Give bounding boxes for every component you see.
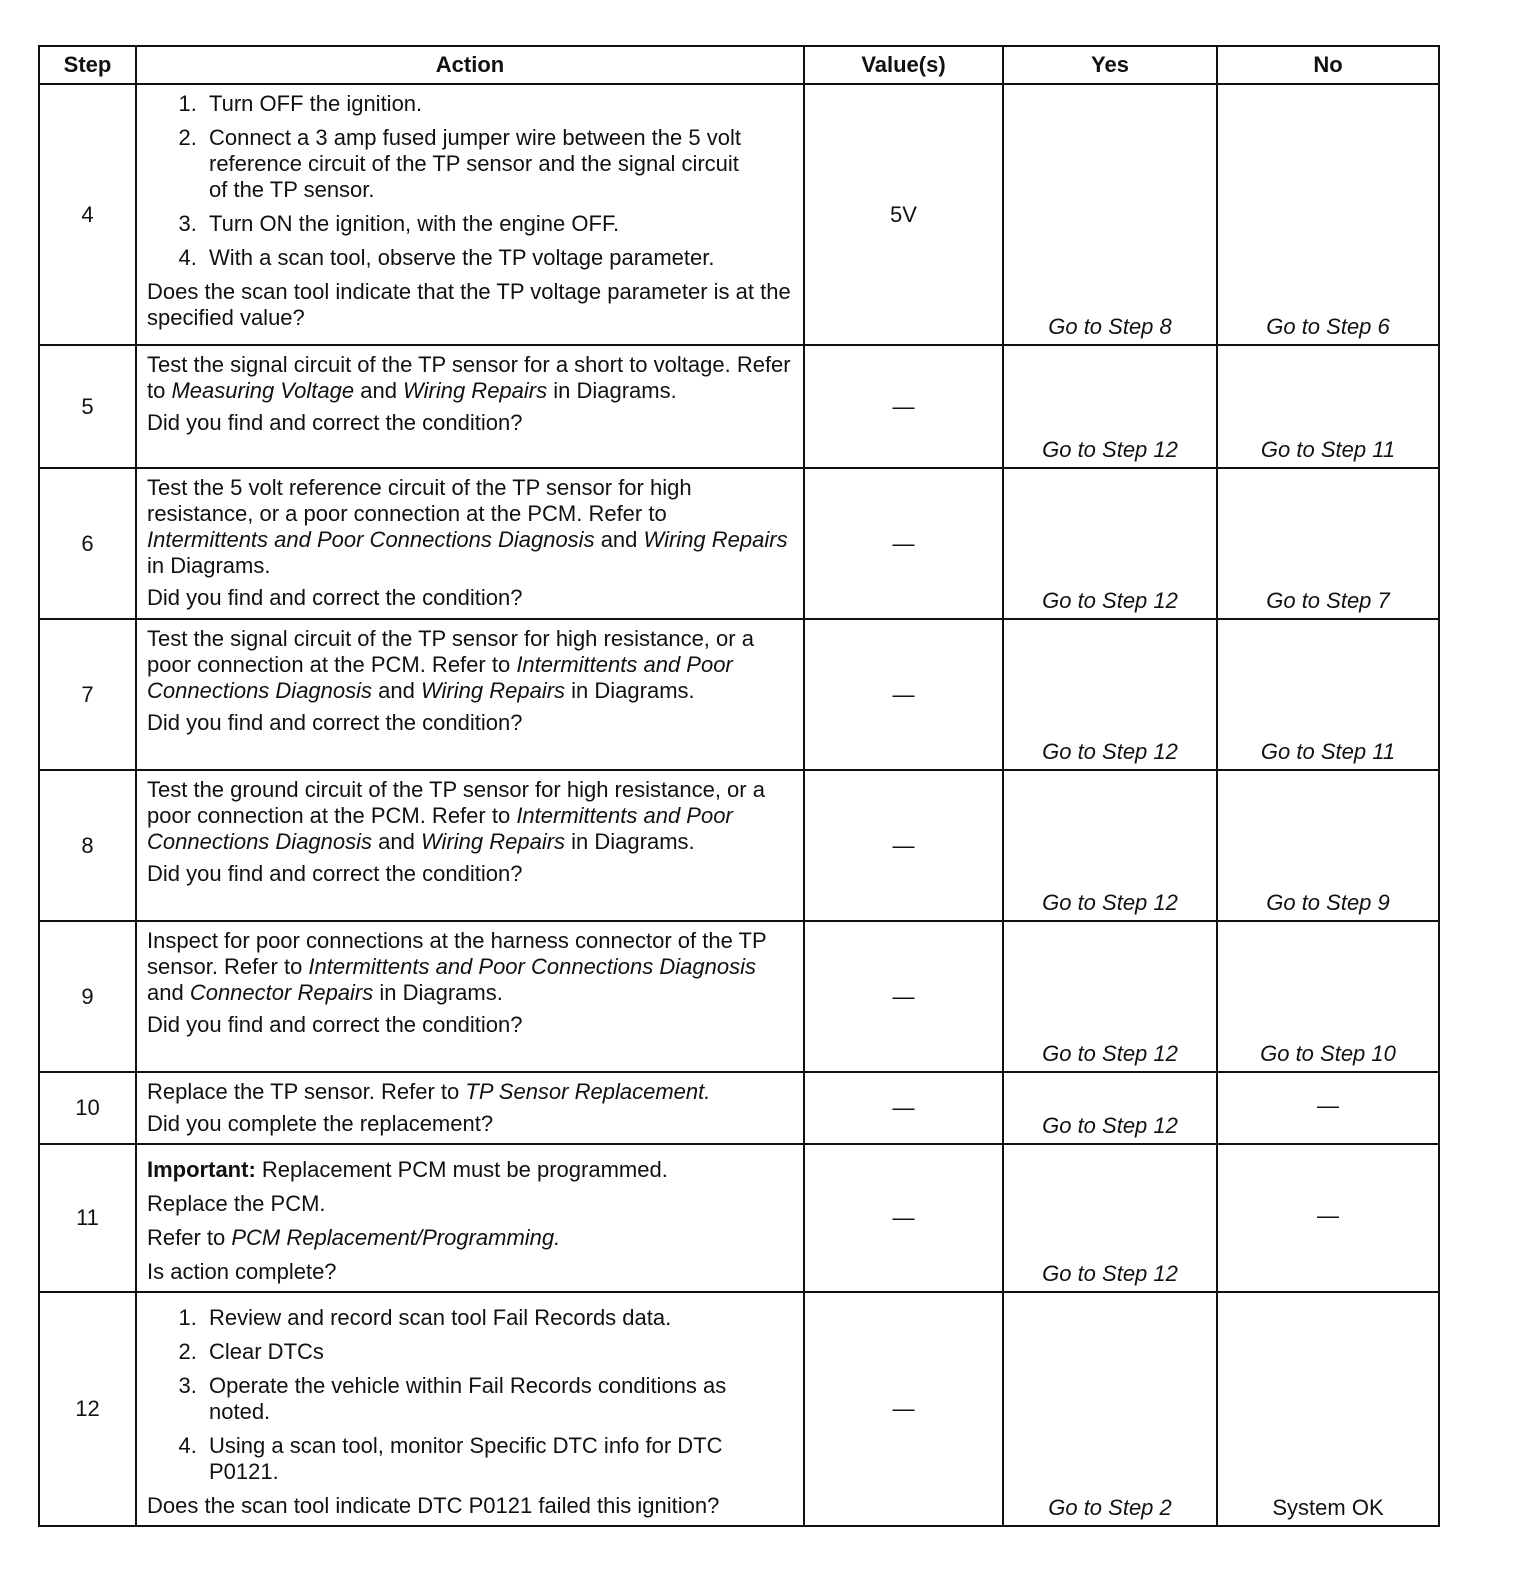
list-item: 1. Turn OFF the ignition. (203, 91, 793, 117)
header-step: Step (39, 46, 136, 84)
reference-link: PCM Replacement/Programming. (231, 1225, 561, 1250)
step-number: 10 (39, 1072, 136, 1144)
yes-cell: Go to Step 12 (1003, 345, 1217, 468)
reference-link: Intermittents and Poor Connections Diagnosis (308, 954, 756, 979)
table-row (39, 1292, 1439, 1526)
action-cell (136, 619, 804, 770)
list-item: 3. Operate the vehicle within Fail Records conditions as noted. (203, 1373, 793, 1425)
yes-cell: Go to Step 2 (1003, 1292, 1217, 1526)
action-question: Did you find and correct the condition? (147, 410, 523, 435)
action-question: Did you find and correct the condition? (147, 1012, 523, 1037)
action-text: Refer to PCM Replacement/Programming. (147, 1225, 561, 1250)
action-list (147, 91, 793, 271)
value-cell: — (804, 468, 1003, 619)
action-list (147, 1305, 793, 1485)
action-cell (136, 345, 804, 468)
action-question: Does the scan tool indicate DTC P0121 failed this ignition? (147, 1493, 720, 1518)
no-cell: Go to Step 11 (1217, 345, 1439, 468)
action-text: Test the signal circuit of the TP sensor for high resistance, or a poor connection at the PCM. Refer to Intermittents and Poor Connections Diagnosis and Wiring Repairs in Diagrams. (147, 626, 754, 703)
action-question: Does the scan tool indicate that the TP voltage parameter is at the specified value? (147, 279, 791, 330)
value-cell: — (804, 1072, 1003, 1144)
yes-cell: Go to Step 12 (1003, 468, 1217, 619)
table-row (39, 84, 1439, 345)
yes-cell: Go to Step 12 (1003, 619, 1217, 770)
value-cell: — (804, 345, 1003, 468)
step-number: 9 (39, 921, 136, 1072)
reference-link: TP Sensor Replacement. (465, 1079, 711, 1104)
step-number: 5 (39, 345, 136, 468)
action-text: Replace the TP sensor. Refer to TP Sensor Replacement. (147, 1079, 711, 1104)
header-no: No (1217, 46, 1439, 84)
reference-link: Wiring Repairs (403, 378, 548, 403)
reference-link: Measuring Voltage (171, 378, 355, 403)
yes-cell: Go to Step 12 (1003, 1072, 1217, 1144)
action-cell (136, 468, 804, 619)
table-row (39, 345, 1439, 468)
table-row (39, 1144, 1439, 1292)
value-cell: — (804, 921, 1003, 1072)
step-number: 11 (39, 1144, 136, 1292)
header-values: Value(s) (804, 46, 1003, 84)
step-number: 4 (39, 84, 136, 345)
table-row (39, 619, 1439, 770)
action-text: Inspect for poor connections at the harness connector of the TP sensor. Refer to Intermittents and Poor Connections Diagnosis and Connector Repairs in Diagrams. (147, 928, 767, 1005)
value-cell: 5V (804, 84, 1003, 345)
action-cell (136, 1292, 804, 1526)
action-question: Did you find and correct the condition? (147, 861, 523, 886)
action-question: Did you complete the replacement? (147, 1111, 494, 1136)
action-question: Is action complete? (147, 1259, 337, 1284)
diagnostic-table (38, 45, 1440, 1527)
important-note: Important: Replacement PCM must be programmed. (147, 1157, 668, 1182)
no-cell: — (1217, 1072, 1439, 1144)
important-label: Important: (147, 1157, 256, 1182)
action-text: Test the signal circuit of the TP sensor for a short to voltage. Refer to Measuring Voltage and Wiring Repairs in Diagrams. (147, 352, 791, 403)
table-row (39, 468, 1439, 619)
value-cell: — (804, 619, 1003, 770)
action-cell (136, 1072, 804, 1144)
table-row (39, 1072, 1439, 1144)
action-cell (136, 84, 804, 345)
no-cell: Go to Step 10 (1217, 921, 1439, 1072)
value-cell: — (804, 1144, 1003, 1292)
header-yes: Yes (1003, 46, 1217, 84)
no-cell: Go to Step 7 (1217, 468, 1439, 619)
step-number: 12 (39, 1292, 136, 1526)
step-number: 8 (39, 770, 136, 921)
action-text: Test the ground circuit of the TP sensor for high resistance, or a poor connection at the PCM. Refer to Intermittents and Poor Connections Diagnosis and Wiring Repairs in Diagrams. (147, 777, 765, 854)
list-item: 2. Clear DTCs (203, 1339, 793, 1365)
table-row (39, 921, 1439, 1072)
list-item: 4. With a scan tool, observe the TP voltage parameter. (203, 245, 793, 271)
header-row (39, 46, 1439, 84)
action-cell (136, 770, 804, 921)
reference-link: Intermittents and Poor Connections Diagnosis (147, 527, 595, 552)
action-cell (136, 921, 804, 1072)
yes-cell: Go to Step 12 (1003, 921, 1217, 1072)
reference-link: Connector Repairs (189, 980, 374, 1005)
action-text: Replace the PCM. (147, 1191, 326, 1216)
yes-cell: Go to Step 12 (1003, 1144, 1217, 1292)
action-cell (136, 1144, 804, 1292)
reference-link: Intermittents and Poor Connections Diagnosis (147, 652, 733, 703)
action-question: Did you find and correct the condition? (147, 585, 523, 610)
action-question: Did you find and correct the condition? (147, 710, 523, 735)
reference-link: Wiring Repairs (643, 527, 788, 552)
list-item: 2. Connect a 3 amp fused jumper wire between the 5 volt reference circuit of the TP sensor and the signal circuit of the TP sensor. (203, 125, 793, 203)
no-cell: Go to Step 11 (1217, 619, 1439, 770)
action-text: Test the 5 volt reference circuit of the TP sensor for high resistance, or a poor connection at the PCM. Refer to Intermittents and Poor Connections Diagnosis and Wiring Repairs in Diagrams. (147, 475, 788, 578)
no-cell: System OK (1217, 1292, 1439, 1526)
no-cell: — (1217, 1144, 1439, 1292)
table-row (39, 770, 1439, 921)
reference-link: Wiring Repairs (420, 678, 566, 703)
no-cell: Go to Step 9 (1217, 770, 1439, 921)
no-cell: Go to Step 6 (1217, 84, 1439, 345)
reference-link: Intermittents and Poor Connections Diagnosis (147, 803, 733, 854)
reference-link: Wiring Repairs (420, 829, 566, 854)
list-item: 1. Review and record scan tool Fail Records data. (203, 1305, 793, 1331)
list-item: 4. Using a scan tool, monitor Specific DTC info for DTC P0121. (203, 1433, 793, 1485)
value-cell: — (804, 770, 1003, 921)
step-number: 7 (39, 619, 136, 770)
step-number: 6 (39, 468, 136, 619)
yes-cell: Go to Step 12 (1003, 770, 1217, 921)
list-item: 3. Turn ON the ignition, with the engine OFF. (203, 211, 793, 237)
header-action: Action (136, 46, 804, 84)
yes-cell: Go to Step 8 (1003, 84, 1217, 345)
value-cell: — (804, 1292, 1003, 1526)
